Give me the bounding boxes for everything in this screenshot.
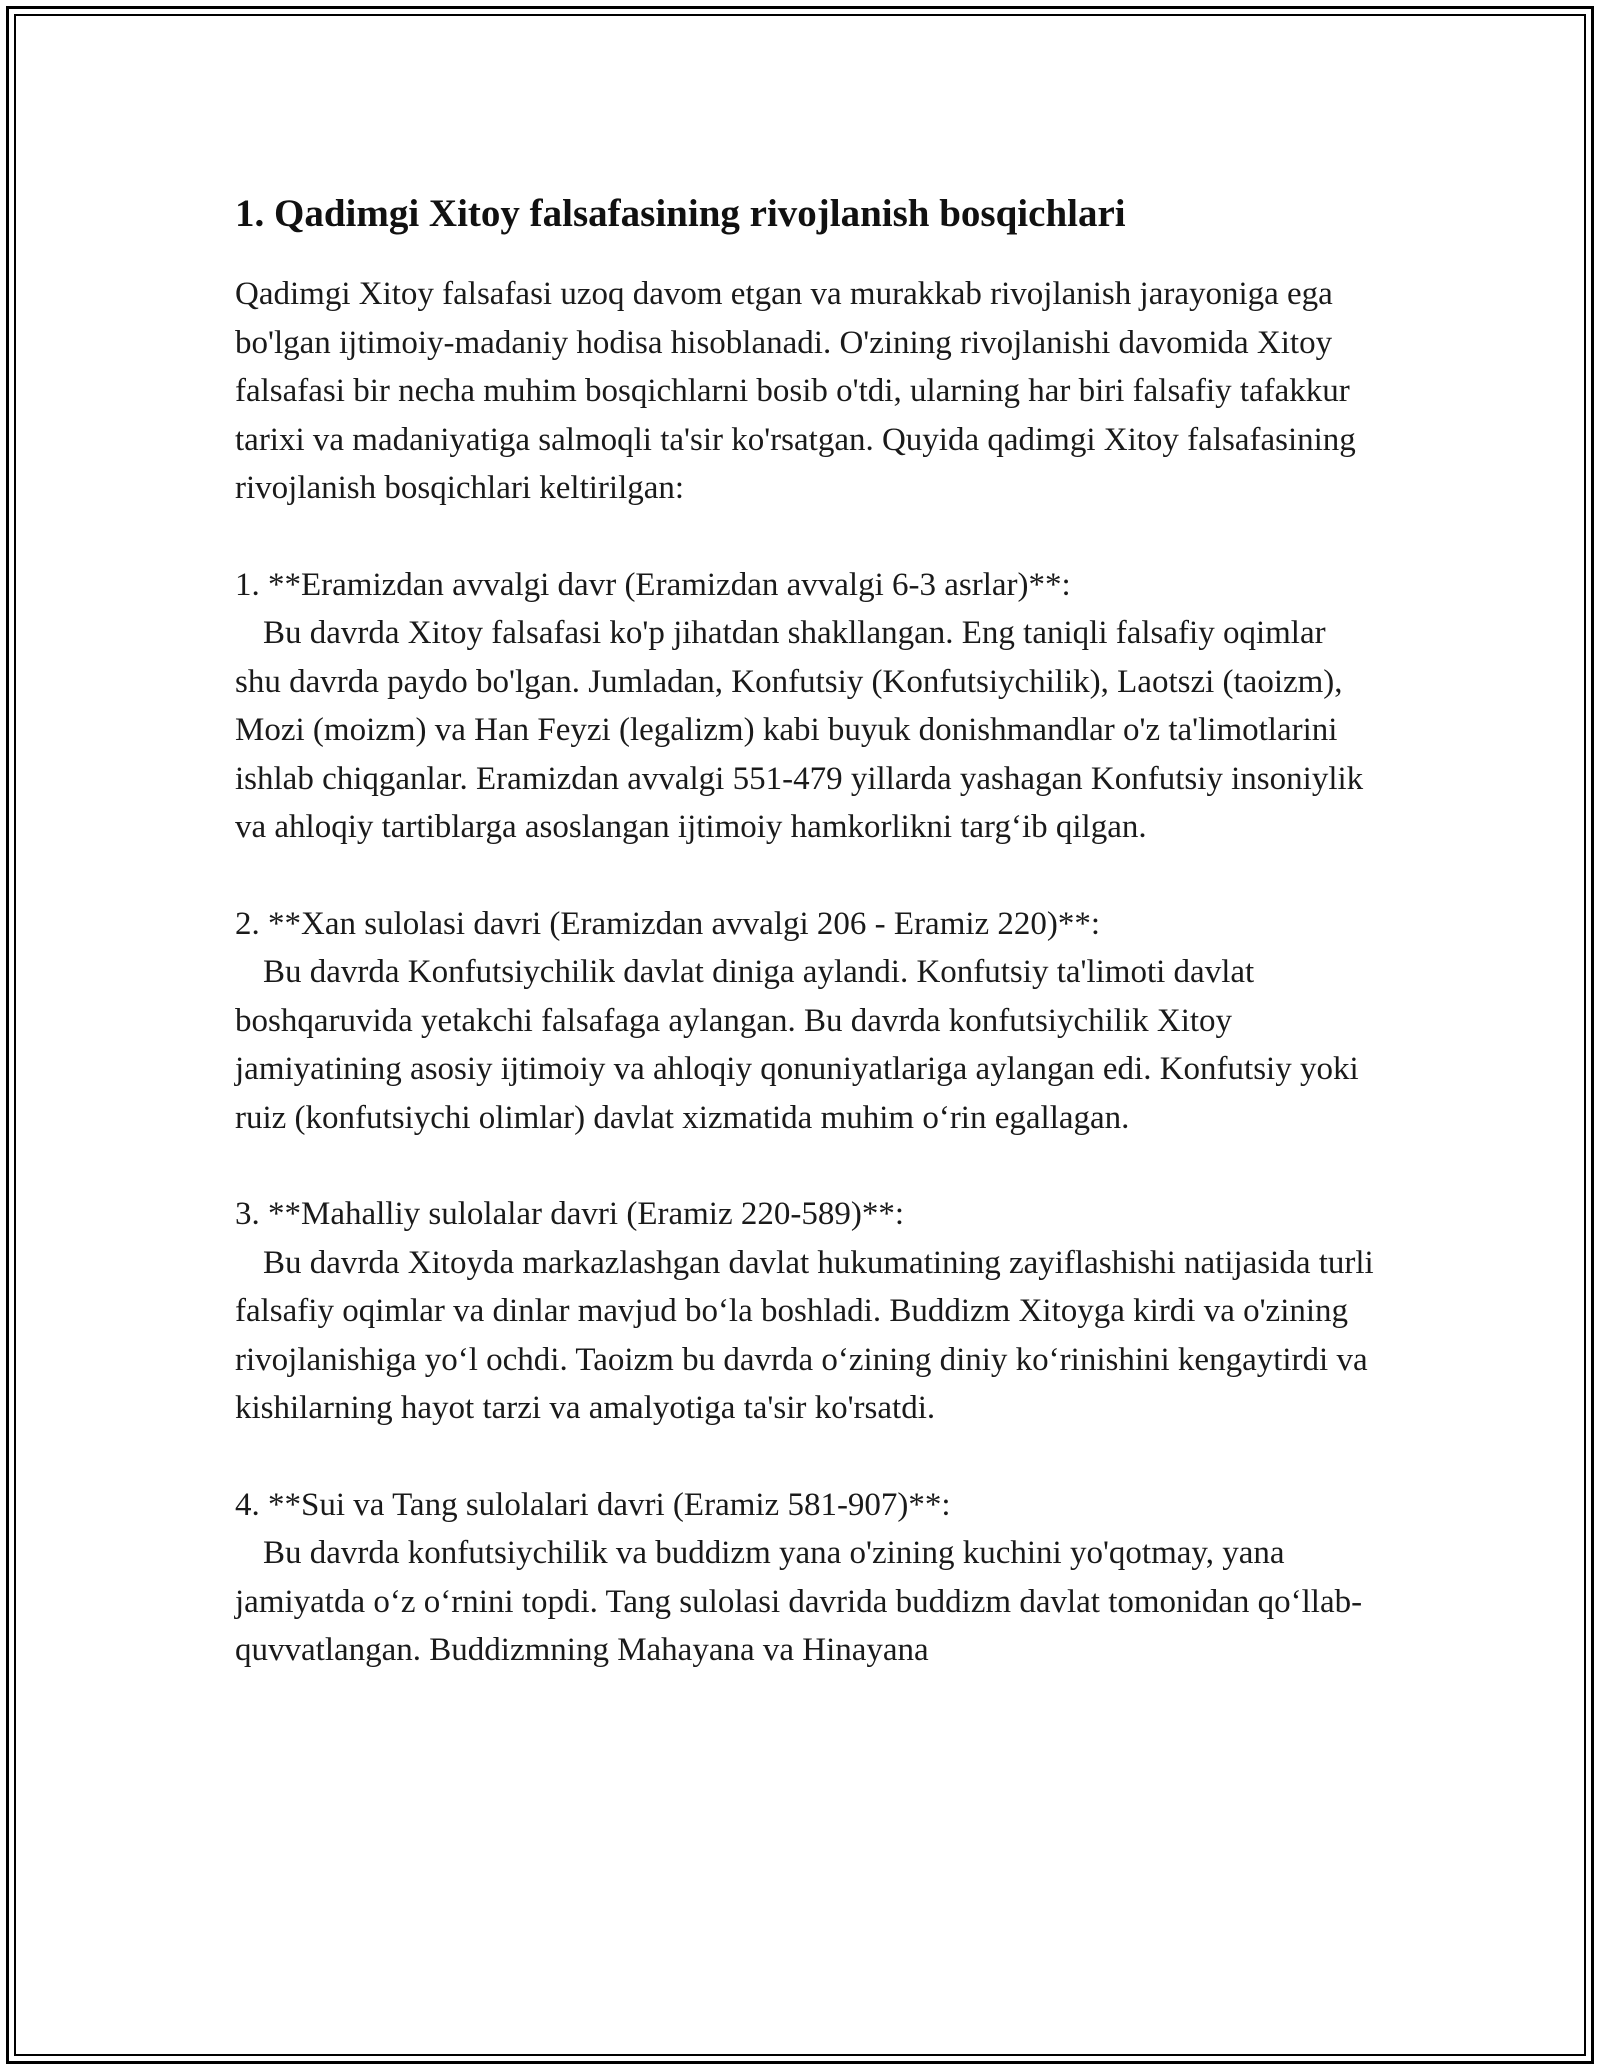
section-3 [235,1190,1375,1433]
section-body: Bu davrda Konfutsiychilik davlat diniga aylandi. Konfutsiy ta'limoti davlat boshqaruvida yetakchi falsafaga aylangan. Bu davrda konfutsiychilik Xitoy jamiyatining asosiy ijtimoiy va ahloqiy qonuniyatlariga aylangan edi. Konfutsiy yoki ruiz (konfutsiychi olimlar) davlat xizmatida muhim o‘rin egallagan. [235,954,1359,1136]
document-title: 1. Qadimgi Xitoy falsafasining rivojlanish bosqichlari [235,192,1126,235]
section-heading: 3. **Mahalliy sulolalar davri (Eramiz 220-589)**: [235,1196,904,1232]
intro-paragraph: Qadimgi Xitoy falsafasi uzoq davom etgan va murakkab rivojlanish jarayoniga ega bo'lgan ijtimoiy-madaniy hodisa hisoblanadi. O'zining rivojlanishi davomida Xitoy falsafasi bir necha muhim bosqichlarni bosib o'tdi, ularning har biri falsafiy tafakkur tarixi va madaniyatiga salmoqli ta'sir ko'rsatgan. Quyida qadimgi Xitoy falsafasining rivojlanish bosqichlari keltirilgan: [235,276,1356,506]
document-body [235,190,1375,1723]
section-body: Bu davrda konfutsiychilik va buddizm yana o'zining kuchini yo'qotmay, yana jamiyatda o‘z o‘rnini topdi. Tang sulolasi davrida buddizm davlat tomonidan qo‘llab-quvvatlangan. Buddizmning Mahayana va Hinayana [235,1535,1363,1668]
section-heading: 1. **Eramizdan avvalgi davr (Eramizdan avvalgi 6-3 asrlar)**: [235,566,1071,603]
section-2 [235,900,1375,1143]
section-body: Bu davrda Xitoy falsafasi ko'p jihatdan shakllangan. Eng taniqli falsafiy oqimlar shu davrda paydo bo'lgan. Jumladan, Konfutsiy (Konfutsiychilik), Laotszi (taoizm), Mozi (moizm) va Han Feyzi (legalizm) kabi buyuk donishmandlar o'z ta'limotlarini ishlab chiqganlar. Eramizdan avvalgi 551-479 yillarda yashagan Konfutsiy insoniylik va ahloqiy tartiblarga asoslangan ijtimoiy hamkorlikni targ‘ib qilgan. [235,615,1364,845]
section-heading: 2. **Xan sulolasi davri (Eramizdan avvalgi 206 - Eramiz 220)**: [235,905,1101,942]
section-4 [235,1481,1375,1675]
section-heading: 4. **Sui va Tang sulolalari davri (Eramiz 581-907)**: [235,1486,951,1523]
section-1 [235,561,1375,852]
section-body: Bu davrda Xitoyda markazlashgan davlat hukumatining zayiflashishi natijasida turli falsafiy oqimlar va dinlar mavjud bo‘la boshladi. Buddizm Xitoyga kirdi va o'zining rivojlanishiga yo‘l ochdi. Taoizm bu davrda o‘zining diniy ko‘rinishini kengaytirdi va kishilarning hayot tarzi va amalyotiga ta'sir ko'rsatdi. [235,1244,1374,1426]
